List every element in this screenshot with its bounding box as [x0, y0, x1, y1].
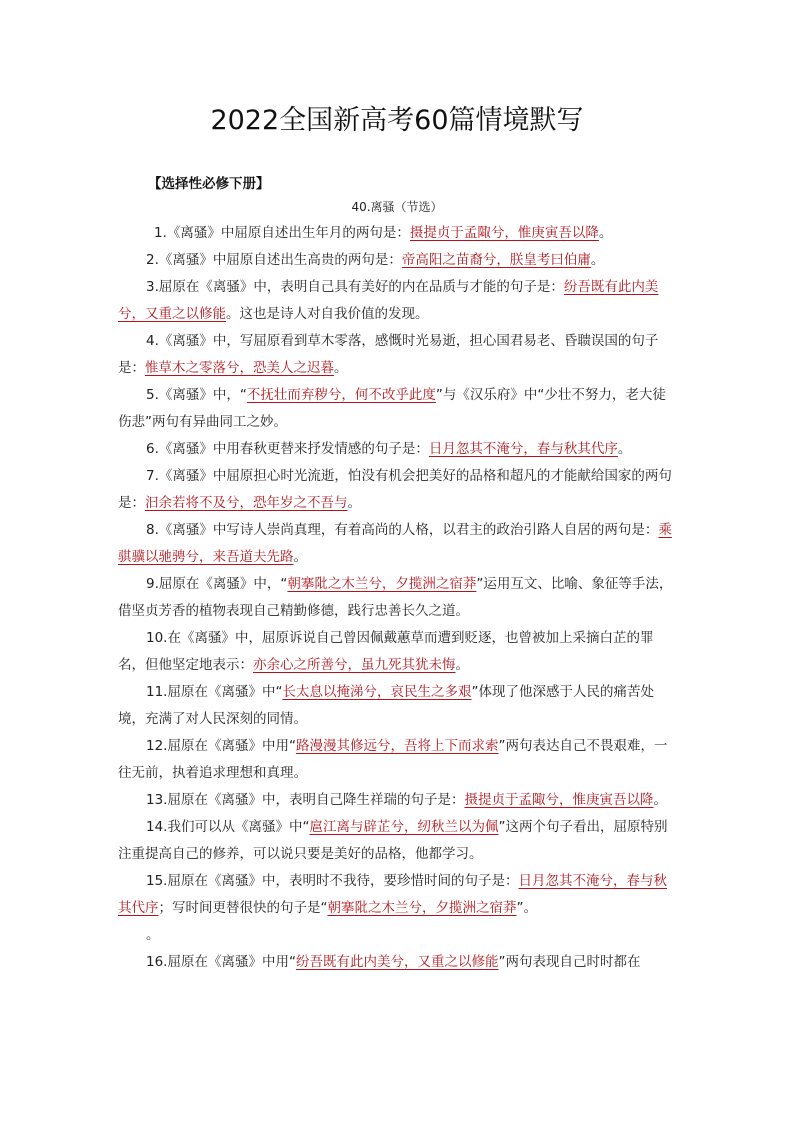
question-item — [118, 436, 678, 463]
question-text: 。 — [598, 225, 613, 241]
question-text: 。 — [590, 252, 605, 268]
question-item — [118, 787, 678, 814]
page-title: 2022全国新高考60篇情境默写 — [210, 105, 584, 136]
question-text: 10.在《离骚》中，屈原诉说自己曾因佩戴蕙草而遭到贬逐，也曾被加上采摘白芷的罪名，但他坚定地表示： — [118, 630, 654, 673]
question-item — [118, 247, 678, 274]
question-item — [118, 868, 678, 922]
subsection-heading: 40.离骚（节选） — [351, 200, 443, 214]
question-text: 。 — [617, 441, 632, 457]
question-text: 7.《离骚》中屈原担心时光流逝，怕没有机会把美好的品格和超凡的才能献给国家的两句是： — [118, 468, 672, 511]
answer-text: 惟草木之零落兮，恐美人之迟暮 — [145, 360, 334, 376]
question-text: 。 — [347, 495, 361, 511]
question-list — [118, 220, 678, 976]
question-item — [118, 517, 678, 571]
answer-text: 摄提贞于孟陬兮，惟庚寅吾以降 — [409, 225, 599, 241]
answer-text: 路漫漫其修远兮，吾将上下而求索 — [295, 738, 499, 754]
stray-punctuation — [118, 922, 678, 949]
punctuation-text: 。 — [146, 927, 160, 943]
answer-text: 纷吾既有此内美兮，又重之以修能 — [295, 954, 499, 970]
question-text: 2.《离骚》中屈原自述出生高贵的两句是： — [146, 252, 402, 268]
question-text: ”这两个句子看出，屈原特别注重提高自己的修养，可以说只要是美好的品格，他都学习。 — [118, 819, 668, 862]
question-text: 。 — [334, 360, 348, 376]
question-text: ”运用互文、比喻、象征等手法，借坚贞芳香的植物表现自己精勤修德，践行忠善长久之道。 — [118, 576, 673, 619]
question-text: 13.屈原在《离骚》中，表明自己降生祥瑞的句子是： — [146, 792, 465, 808]
question-text: ；写时间更替很快的句子是“ — [158, 900, 328, 916]
answer-text: 乘骐骥以驰骋兮，来吾道夫先路 — [118, 522, 672, 565]
question-text: ”体现了他深感于人民的痛苦处境，充满了对人民深刻的同情。 — [118, 684, 654, 727]
question-text: 。 — [653, 792, 667, 808]
question-text: 。 — [455, 657, 469, 673]
answer-text: 长太息以掩涕兮，哀民生之多艰 — [282, 684, 472, 700]
question-item — [118, 382, 678, 436]
question-text: 5.《离骚》中，“ — [146, 387, 247, 403]
answer-text: 帝高阳之苗裔兮，朕皇考曰伯庸 — [401, 252, 591, 268]
question-text: ”两句表现自己时时都在 — [498, 954, 641, 970]
question-item — [118, 814, 678, 868]
answer-text: 日月忽其不淹兮，春与秋其代序 — [428, 441, 618, 457]
answer-text: 汩余若将不及兮，恐年岁之不吾与 — [145, 495, 348, 511]
question-text: ”。 — [516, 900, 537, 916]
question-text: 9.屈原在《离骚》中，“ — [146, 576, 288, 592]
section-heading: 【选择性必修下册】 — [148, 176, 270, 192]
answer-text: 纷吾既有此内美兮，又重之以修能 — [118, 279, 659, 322]
question-item — [118, 463, 678, 517]
question-item — [118, 571, 678, 625]
answer-text: 扈江离与辟芷兮，纫秋兰以为佩 — [309, 819, 499, 835]
question-item — [118, 679, 678, 733]
answer-text: 摄提贞于孟陬兮，惟庚寅吾以降 — [464, 792, 654, 808]
question-text: 11.屈原在《离骚》中“ — [146, 684, 283, 700]
question-item — [118, 733, 678, 787]
question-text: 16.屈原在《离骚》中用“ — [146, 954, 296, 970]
question-text: 15.屈原在《离骚》中，表明时不我待，要珍惜时间的句子是： — [146, 873, 519, 889]
question-text: 3.屈原在《离骚》中，表明自己具有美好的内在品质与才能的句子是： — [146, 279, 564, 295]
answer-text: 亦余心之所善兮，虽九死其犹未悔 — [253, 657, 456, 673]
answer-text: 不抚壮而弃秽兮，何不改乎此度 — [246, 387, 436, 403]
answer-text: 朝搴阰之木兰兮，夕揽洲之宿莽 — [327, 900, 517, 916]
question-item — [118, 949, 678, 976]
answer-text: 朝搴阰之木兰兮，夕揽洲之宿莽 — [287, 576, 477, 592]
question-text: ”与《汉乐府》中“少壮不努力，老大徒伤悲”两句有异曲同工之妙。 — [118, 387, 666, 430]
question-text: 8.《离骚》中写诗人崇尚真理，有着高尚的人格，以君主的政治引路人自居的两句是： — [146, 522, 659, 538]
question-text: 。这也是诗人对自我价值的发现。 — [226, 306, 429, 322]
question-text: ”两句表达自己不畏艰难，一往无前，执着追求理想和真理。 — [118, 738, 668, 781]
question-text: 。 — [293, 549, 307, 565]
question-item — [118, 328, 678, 382]
answer-text: 日月忽其不淹兮，春与秋其代序 — [118, 873, 667, 916]
question-text: 14.我们可以从《离骚》中“ — [146, 819, 310, 835]
question-item — [118, 625, 678, 679]
question-text: 12.屈原在《离骚》中用“ — [146, 738, 296, 754]
question-text: 1.《离骚》中屈原自述出生年月的两句是： — [154, 225, 410, 241]
question-item — [118, 274, 678, 328]
question-text: 4.《离骚》中，写屈原看到草木零落，感慨时光易逝，担心国君易老、昏聩误国的句子是： — [118, 333, 659, 376]
question-item — [118, 220, 678, 247]
question-text: 6.《离骚》中用春秋更替来抒发情感的句子是： — [146, 441, 429, 457]
